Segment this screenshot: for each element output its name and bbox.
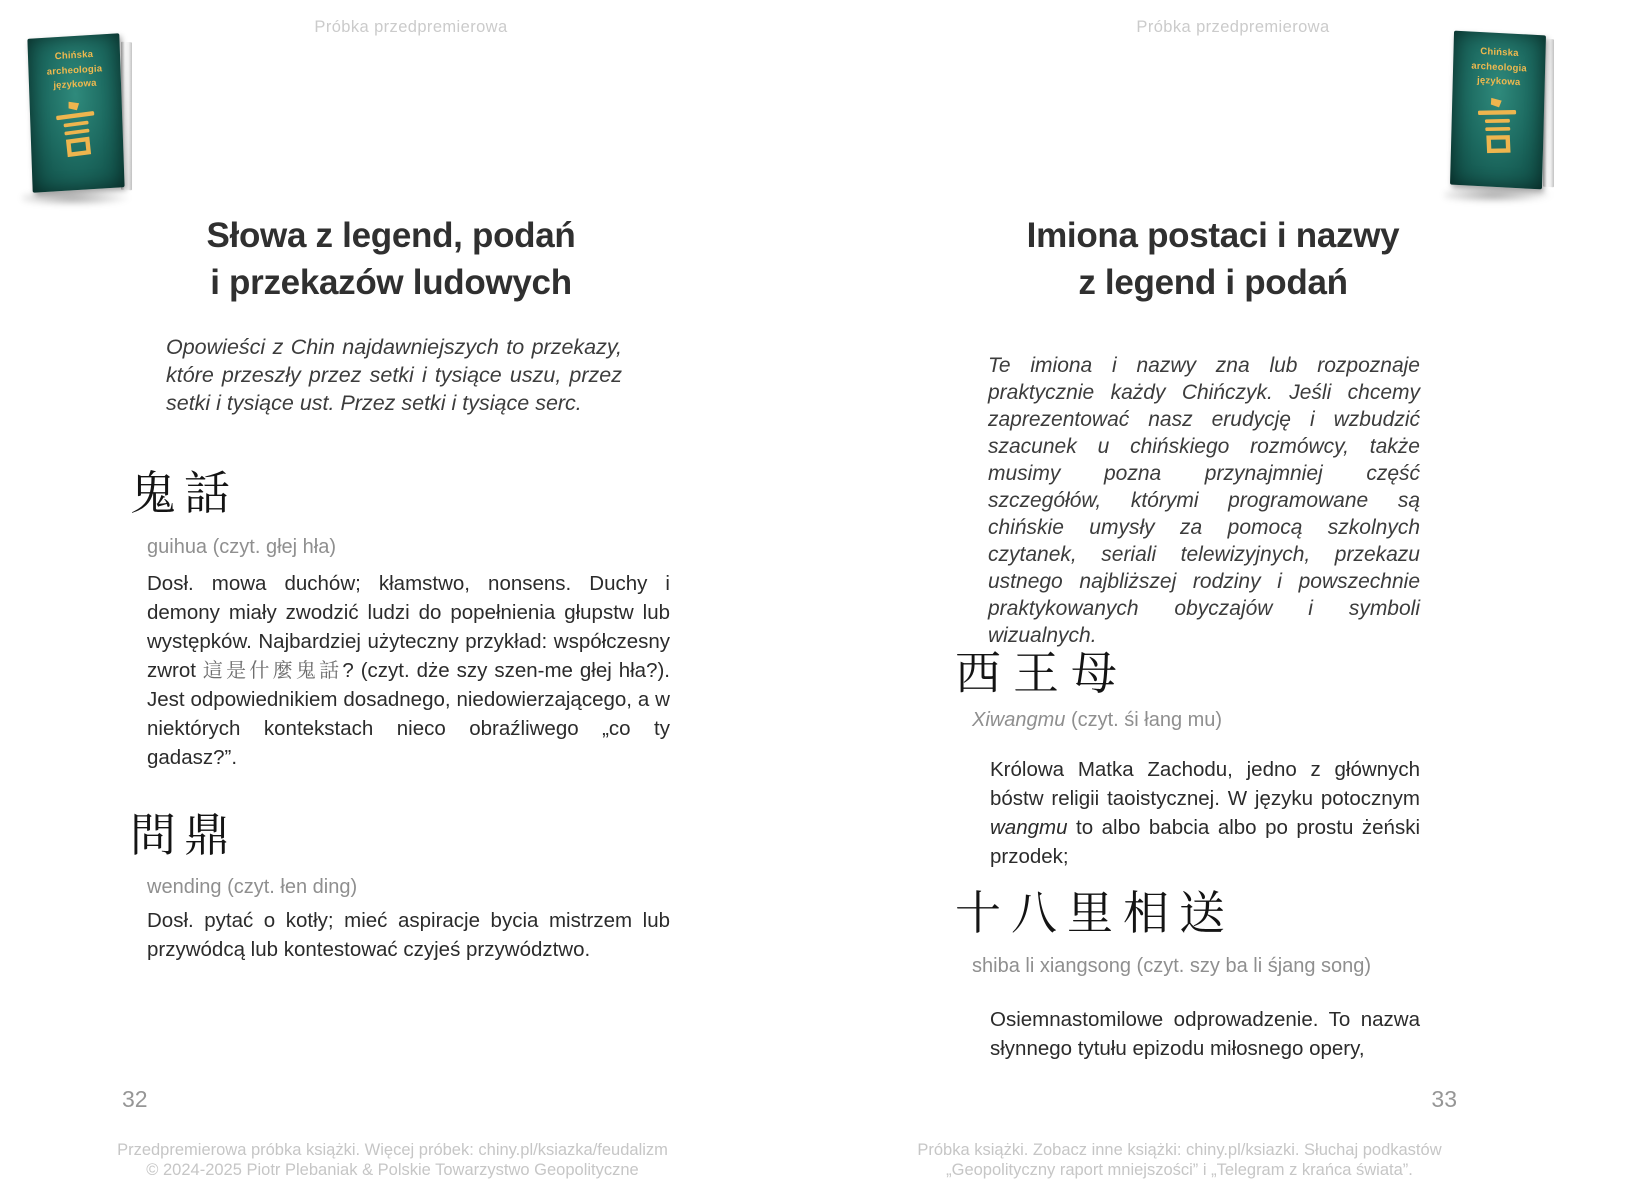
chapter-intro-paragraph: Opowieści z Chin najdawniejszych to przekazy, które przeszły przez setki i tysiące uszu, przez setki i tysiące ust. Przez setki i tysiące serc. (166, 335, 622, 415)
definition-text: Królowa Matka Zachodu, jedno z głównych bóstw religii taoistycznej. W języku potocznym (990, 758, 1420, 810)
entry-definition-guihua (147, 569, 670, 772)
prerelease-watermark: Próbka przedpremierowa (1136, 18, 1330, 36)
pinyin-term: Xiwangmu (972, 709, 1066, 731)
pinyin-reading: (czyt. śi łang mu) (1065, 709, 1223, 731)
footer-note (60, 1140, 725, 1180)
book-shadow (1444, 187, 1554, 203)
entry-definition-wending: Dosł. pytać o kotły; mieć aspiracje bycia mistrzem lub przywódcą lub kontestować czyjeś przywództwo. (147, 909, 670, 961)
pinyin-term: guihua (147, 536, 208, 558)
definition-text: ? (czyt. dże szy szen-me głej hła?). Jest odpowiednikiem dosadnego, niedowierzającego, a w niektórych kontekstach nieco obraźliwego „co ty gadasz?”. (147, 659, 670, 769)
book-cover-title: Chińska archeologia językowa (46, 48, 103, 92)
chapter-title-line2: i przekazów ludowych (210, 263, 572, 302)
prerelease-watermark: Próbka przedpremierowa (314, 18, 508, 36)
book-front-cover (1450, 31, 1546, 190)
entry-pinyin-wending (147, 876, 357, 899)
entry-hanzi-guihua: 鬼話 (130, 466, 238, 520)
footer-line2: © 2024-2025 Piotr Plebaniak & Polskie Towarzystwo Geopolityczne (146, 1161, 639, 1179)
footer-line1: Przedpremierowa próbka książki. Więcej próbek: chiny.pl/ksiazka/feudalizm (117, 1141, 668, 1159)
page-number: 32 (122, 1086, 148, 1112)
entry-pinyin-shibali (972, 955, 1371, 978)
definition-italic-term: wangmu (990, 816, 1068, 839)
entry-hanzi-xiwangmu: 西王母 (955, 646, 1129, 700)
footer-line2: „Geopolityczny raport mniejszości” i „Telegram z krańca świata”. (946, 1161, 1413, 1179)
chapter-title-line1: Słowa z legend, podań (206, 216, 576, 255)
entry-pinyin-guihua (147, 536, 336, 559)
pinyin-reading: (czyt. głej hła) (207, 536, 336, 558)
book-cover-title: Chińska archeologia językowa (1471, 46, 1528, 89)
inline-hanzi-phrase: 這是什麼鬼話 (202, 658, 343, 682)
chapter-title (822, 212, 1604, 306)
entry-definition-shibali: Osiemnastomilowe odprowadzenie. To nazwa słynnego tytułu epizodu miłosnego opery, (990, 1008, 1420, 1060)
book-cover-thumbnail (1452, 33, 1556, 195)
yan-character-icon (54, 98, 100, 164)
definition-text: to albo babcia albo po prostu żeński przodek; (990, 816, 1420, 868)
pinyin-reading: (czyt. szy ba li śjang song) (1131, 955, 1372, 977)
pinyin-term: wending (147, 876, 222, 898)
footer-note (847, 1140, 1512, 1180)
footer-line1: Próbka książki. Zobacz inne książki: chiny.pl/ksiazki. Słuchaj podkastów (917, 1141, 1442, 1159)
right-page (822, 0, 1644, 1191)
pinyin-reading: (czyt. łen ding) (221, 876, 358, 898)
entry-pinyin-xiwangmu (972, 709, 1222, 732)
page-number: 33 (1431, 1086, 1457, 1112)
chapter-title (0, 212, 782, 306)
entry-definition-xiwangmu (990, 755, 1420, 871)
chapter-intro-paragraph: Te imiona i nazwy zna lub rozpoznaje praktycznie każdy Chińczyk. Jeśli chcemy zaprezentować nasz erudycję i wzbudzić szacunek u chińskiego rozmówcy, także musimy pozna przynajmniej część szczegółów, którymi programowane są chińskie umysły za pomocą szkolnych czytanek, seriali telewizyjnych, przekazu ustnego najbliższej rodziny i powszechnie praktykowanych obyczajów i symboli wizualnych. (988, 354, 1420, 647)
yan-character-icon (1475, 95, 1521, 160)
book-front-cover (27, 33, 124, 193)
book-cover-thumbnail (30, 36, 134, 198)
entry-hanzi-shibali: 十八里相送 (955, 886, 1235, 940)
entry-hanzi-wending: 問鼎 (130, 808, 238, 862)
chapter-title-line2: z legend i podań (1078, 263, 1348, 302)
pinyin-term: shiba li xiangsong (972, 955, 1131, 977)
chapter-title-line1: Imiona postaci i nazwy (1026, 216, 1400, 255)
definition-text: Dosł. mowa duchów; kłamstwo, nonsens. Duchy i demony miały zwodzić ludzi do popełnienia głupstw lub występków. Najbardziej użyteczny przykład: współczesny zwrot (147, 572, 670, 682)
